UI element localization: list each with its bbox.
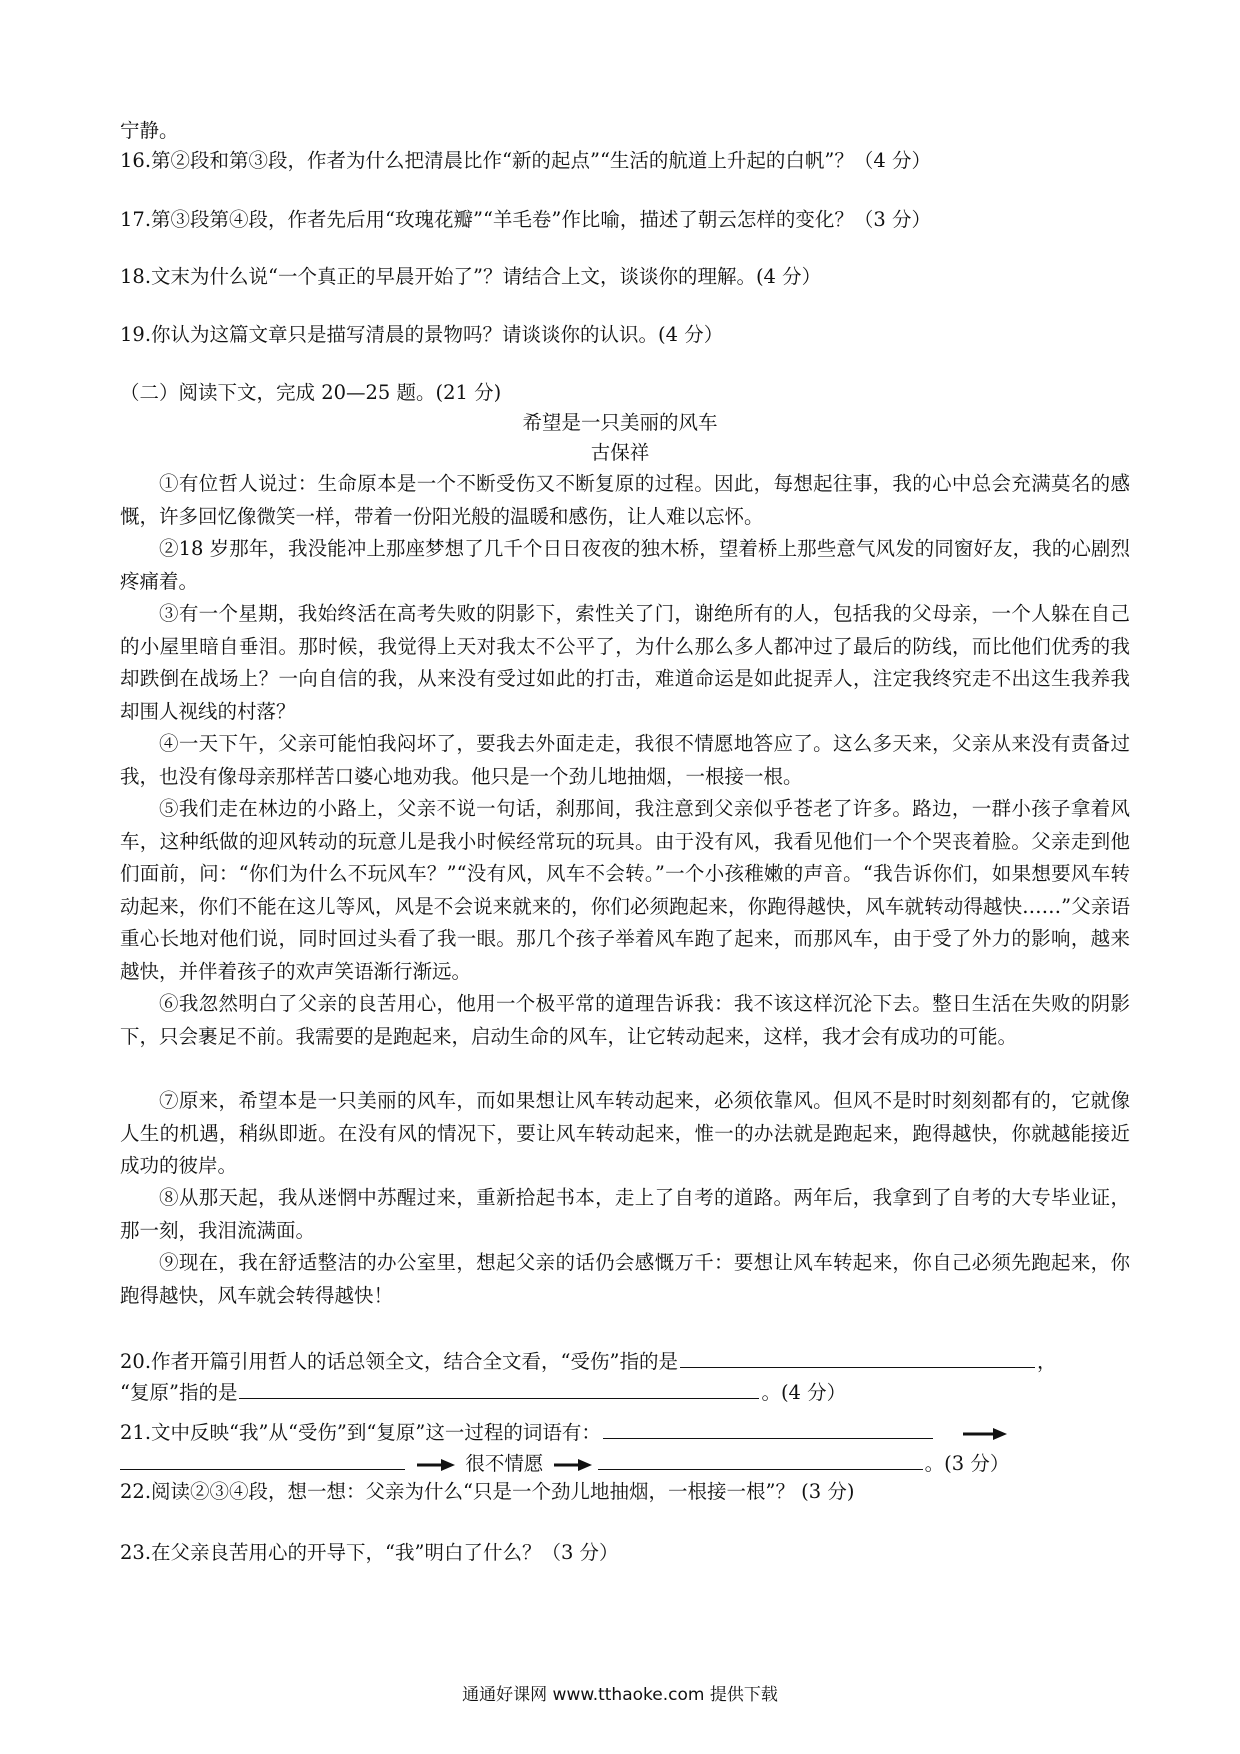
question-20-score: 。(4 分） — [761, 1381, 847, 1404]
paragraph-9: ⑨现在，我在舒适整洁的办公室里，想起父亲的话仍会感慨万千：要想让风车转起来，你自己必须先跑起来，你跑得越快，风车就会转得越快！ — [120, 1251, 1130, 1307]
answer-blank-hurt[interactable] — [680, 1345, 1035, 1368]
question-20-prompt-2: “复原”指的是 — [120, 1381, 238, 1404]
paragraph-6: ⑥我忽然明白了父亲的良苦用心，他用一个极平常的道理告诉我：我不该这样沉沦下去。整日生活在失败的阴影下，只会裹足不前。我需要的是跑起来，启动生命的风车，让它转动起来，这样，我才会有成功的可能。 — [120, 992, 1130, 1048]
question-17: 17.第③段第④段，作者先后用“玫瑰花瓣”“羊毛卷”作比喻，描述了朝云怎样的变化？（3 分） — [120, 208, 931, 231]
arrow-right-icon — [417, 1457, 455, 1473]
answer-blank-word-1[interactable] — [603, 1416, 933, 1439]
paragraph-5: ⑤我们走在林边的小路上，父亲不说一句话，刹那间，我注意到父亲似乎苍老了许多。路边，一群小孩子拿着风车，这种纸做的迎风转动的玩意儿是我小时候经常玩的玩具。由于没有风，我看见他们一个个哭丧着脸。父亲走到他们面前，问：“你们为什么不玩风车？”“没有风，风车不会转。”一个小孩稚嫩的声音。“我告诉你们，如果想要风车转动起来，你们不能在这儿等风，风是不会说来就来的，你们必须跑起来，你跑得越快，风车就转动得越快……”父亲语重心长地对他们说，同时回过头看了我一眼。那几个孩子举着风车跑了起来，而那风车，由于受了外力的影响，越来越快，并伴着孩子的欢声笑语渐行渐远。 — [120, 797, 1130, 983]
paragraph-7: ⑦原来，希望本是一只美丽的风车，而如果想让风车转动起来，必须依靠风。但风不是时时刻刻都有的，它就像人生的机遇，稍纵即逝。在没有风的情况下，要让风车转动起来，惟一的办法就是跑起来，跑得越快，你就越能接近成功的彼岸。 — [120, 1089, 1130, 1177]
answer-blank-word-3[interactable] — [598, 1447, 923, 1470]
arrow-right-icon — [554, 1457, 592, 1473]
paragraph-8: ⑧从那天起，我从迷惘中苏醒过来，重新拾起书本，走上了自考的道路。两年后，我拿到了自考的大专毕业证，那一刻，我泪流满面。 — [120, 1186, 1130, 1242]
answer-blank-word-2[interactable] — [120, 1447, 405, 1470]
question-20-line-1 — [120, 1345, 1130, 1377]
continued-text: 宁静。 — [120, 119, 179, 142]
question-21-score: 。(3 分） — [924, 1452, 1010, 1475]
question-19: 19.你认为这篇文章只是描写清晨的景物吗？请谈谈你的认识。(4 分） — [120, 323, 724, 346]
question-16: 16.第②段和第③段，作者为什么把清晨比作“新的起点”“生活的航道上升起的白帆”？（4 分） — [120, 149, 931, 172]
question-20-comma: ， — [1036, 1350, 1057, 1373]
section-heading: （二）阅读下文，完成 20—25 题。(21 分) — [120, 381, 502, 404]
question-23: 23.在父亲良苦用心的开导下，“我”明白了什么？（3 分） — [120, 1541, 619, 1564]
paragraph-2: ②18 岁那年，我没能冲上那座梦想了几千个日日夜夜的独木桥，望着桥上那些意气风发的同窗好友，我的心剧烈疼痛着。 — [120, 537, 1130, 593]
paragraph-3: ③有一个星期，我始终活在高考失败的阴影下，索性关了门，谢绝所有的人，包括我的父母亲，一个人躲在自己的小屋里暗自垂泪。那时候，我觉得上天对我太不公平了，为什么那么多人都冲过了最后的防线，而比他们优秀的我却跌倒在战场上？一向自信的我，从来没有受过如此的打击，难道命运是如此捉弄人，注定我终究走不出这生我养我却围人视线的村落？ — [120, 602, 1130, 723]
question-21-prompt: 21.文中反映“我”从“受伤”到“复原”这一过程的词语有： — [120, 1421, 601, 1444]
article-author: 古保祥 — [590, 441, 650, 464]
question-21-line-1 — [120, 1416, 1130, 1448]
paragraph-1: ①有位哲人说过：生命原本是一个不断受伤又不断复原的过程。因此，每想起往事，我的心中总会充满莫名的感慨，许多回忆像微笑一样，带着一份阳光般的温暖和感伤，让人难以忘怀。 — [120, 472, 1130, 528]
article-title: 希望是一只美丽的风车 — [522, 411, 718, 434]
question-20-prompt: 20.作者开篇引用哲人的话总领全文，结合全文看，“受伤”指的是 — [120, 1350, 678, 1373]
question-20-line-2 — [120, 1376, 1130, 1408]
arrow-right-icon — [963, 1426, 1007, 1442]
question-18: 18.文末为什么说“一个真正的早晨开始了”？请结合上文，谈谈你的理解。(4 分） — [120, 265, 822, 288]
page-footer: 通通好课网 www.tthaoke.com 提供下载 — [462, 1685, 778, 1705]
answer-blank-recover[interactable] — [239, 1376, 759, 1399]
question-22: 22.阅读②③④段，想一想：父亲为什么“只是一个劲儿地抽烟，一根接一根”？ (3 分) — [120, 1480, 855, 1503]
question-21-given-word: 很不情愿 — [465, 1452, 544, 1475]
paragraph-4: ④一天下午，父亲可能怕我闷坏了，要我去外面走走，我很不情愿地答应了。这么多天来，父亲从来没有责备过我，也没有像母亲那样苦口婆心地劝我。他只是一个劲儿地抽烟，一根接一根。 — [120, 732, 1130, 788]
question-21-line-2 — [120, 1447, 1130, 1479]
